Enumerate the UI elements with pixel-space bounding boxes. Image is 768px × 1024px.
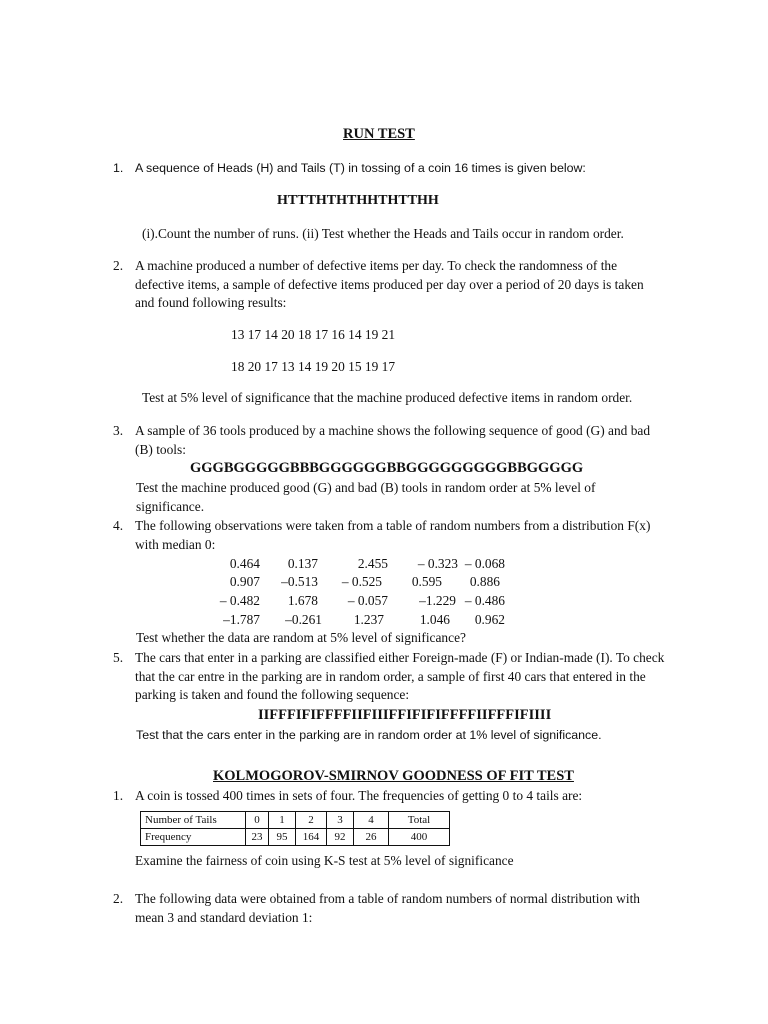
q4-cell: –0.261 <box>285 612 322 627</box>
table-cell: 164 <box>296 829 327 846</box>
q4-cell: –0.513 <box>281 574 318 589</box>
table-cell: 2 <box>296 812 327 829</box>
q4-cell: 0.886 <box>469 574 500 589</box>
q4-cell: – 0.525 <box>341 574 382 589</box>
table-cell: Total <box>389 812 450 829</box>
q4-cell: – 0.323 <box>417 556 458 571</box>
table-cell: 1 <box>269 812 296 829</box>
table-cell: 23 <box>246 829 269 846</box>
run-test-title: RUN TEST <box>343 126 415 142</box>
q4-cell: 0.907 <box>229 574 260 589</box>
table-cell: 92 <box>327 829 354 846</box>
q1-text: A sequence of Heads (H) and Tails (T) in tossing of a coin 16 times is given below: <box>135 161 586 175</box>
q2-data-line2: 18 20 17 13 14 19 20 15 19 17 <box>231 359 396 374</box>
q4-task: Test whether the data are random at 5% level of significance? <box>136 630 466 645</box>
ks-test-title: KOLMOGOROV-SMIRNOV GOODNESS OF FIT TEST <box>213 768 574 784</box>
ks-q1-task: Examine the fairness of coin using K-S test at 5% level of significance <box>135 853 514 868</box>
q1-tasks: (i).Count the number of runs. (ii) Test whether the Heads and Tails occur in random order. <box>142 226 624 241</box>
q3-number: 3. <box>113 423 124 438</box>
q5-sequence: IIFFFIFIFFFFIIFIIIFFIFIFIFFFFIIFFFIFIIII <box>258 707 552 723</box>
row-label: Number of Tails <box>141 812 246 829</box>
table-row <box>141 829 450 846</box>
q3-sequence: GGGBGGGGGBBBGGGGGGBBGGGGGGGGGBBGGGGG <box>190 460 584 476</box>
tails-frequency-table <box>140 811 450 846</box>
q2-task: Test at 5% level of significance that the machine produced defective items in random order. <box>142 390 633 405</box>
q4-cell: 0.137 <box>287 556 318 571</box>
table-cell: 400 <box>389 829 450 846</box>
q3-task: Test the machine produced good (G) and bad (B) tools in random order at 5% level of significance. <box>136 480 596 514</box>
table-row <box>141 812 450 829</box>
q4-number: 4. <box>113 518 124 533</box>
q2-number: 2. <box>113 258 124 273</box>
q4-cell: – 0.486 <box>464 593 505 608</box>
q2-text: A machine produced a number of defective items per day. To check the randomness of the defective items, a sample of defective items produced per day over a period of 20 days is taken and found following results: <box>135 258 644 310</box>
table-cell: 4 <box>354 812 389 829</box>
q4-cell: 1.237 <box>353 612 384 627</box>
row-label: Frequency <box>141 829 246 846</box>
q5-text: The cars that enter in a parking are classified either Foreign-made (F) or Indian-made (I). To check that the car entre in the parking are in random order, a sample of first 40 cars that entered in the parking is taken and found the following sequence: <box>135 650 665 702</box>
ks-q1-text: A coin is tossed 400 times in sets of four. The frequencies of getting 0 to 4 tails are: <box>135 788 583 803</box>
q3-text: A sample of 36 tools produced by a machine shows the following sequence of good (G) and bad (B) tools: <box>135 423 651 457</box>
q5-number: 5. <box>113 650 124 665</box>
ks-q2-text: The following data were obtained from a table of random numbers of normal distribution with mean 3 and standard deviation 1: <box>135 891 640 925</box>
q4-cell: 1.678 <box>287 593 318 608</box>
table-cell: 3 <box>327 812 354 829</box>
q4-text: The following observations were taken from a table of random numbers from a distribution F(x) with median 0: <box>135 518 651 552</box>
q1-sequence: HTTTHTHTHHTHTTHH <box>277 193 439 208</box>
q4-cell: 1.046 <box>419 612 450 627</box>
q2-data-line1: 13 17 14 20 18 17 16 14 19 21 <box>231 327 396 342</box>
ks-q2-number: 2. <box>113 891 124 906</box>
q4-cell: –1.787 <box>223 612 260 627</box>
table-cell: 0 <box>246 812 269 829</box>
q5-task: Test that the cars enter in the parking are in random order at 1% level of significance. <box>136 728 602 742</box>
q4-cell: – 0.068 <box>464 556 505 571</box>
q4-cell: 2.455 <box>357 556 388 571</box>
ks-q1-number: 1. <box>113 788 124 803</box>
q4-cell: –1.229 <box>419 593 456 608</box>
table-cell: 95 <box>269 829 296 846</box>
q4-cell: 0.962 <box>474 612 505 627</box>
q4-cell: 0.464 <box>229 556 260 571</box>
q4-cell: – 0.057 <box>347 593 388 608</box>
q1-number: 1. <box>113 161 124 175</box>
table-cell: 26 <box>354 829 389 846</box>
q4-cell: – 0.482 <box>219 593 260 608</box>
q4-cell: 0.595 <box>411 574 442 589</box>
